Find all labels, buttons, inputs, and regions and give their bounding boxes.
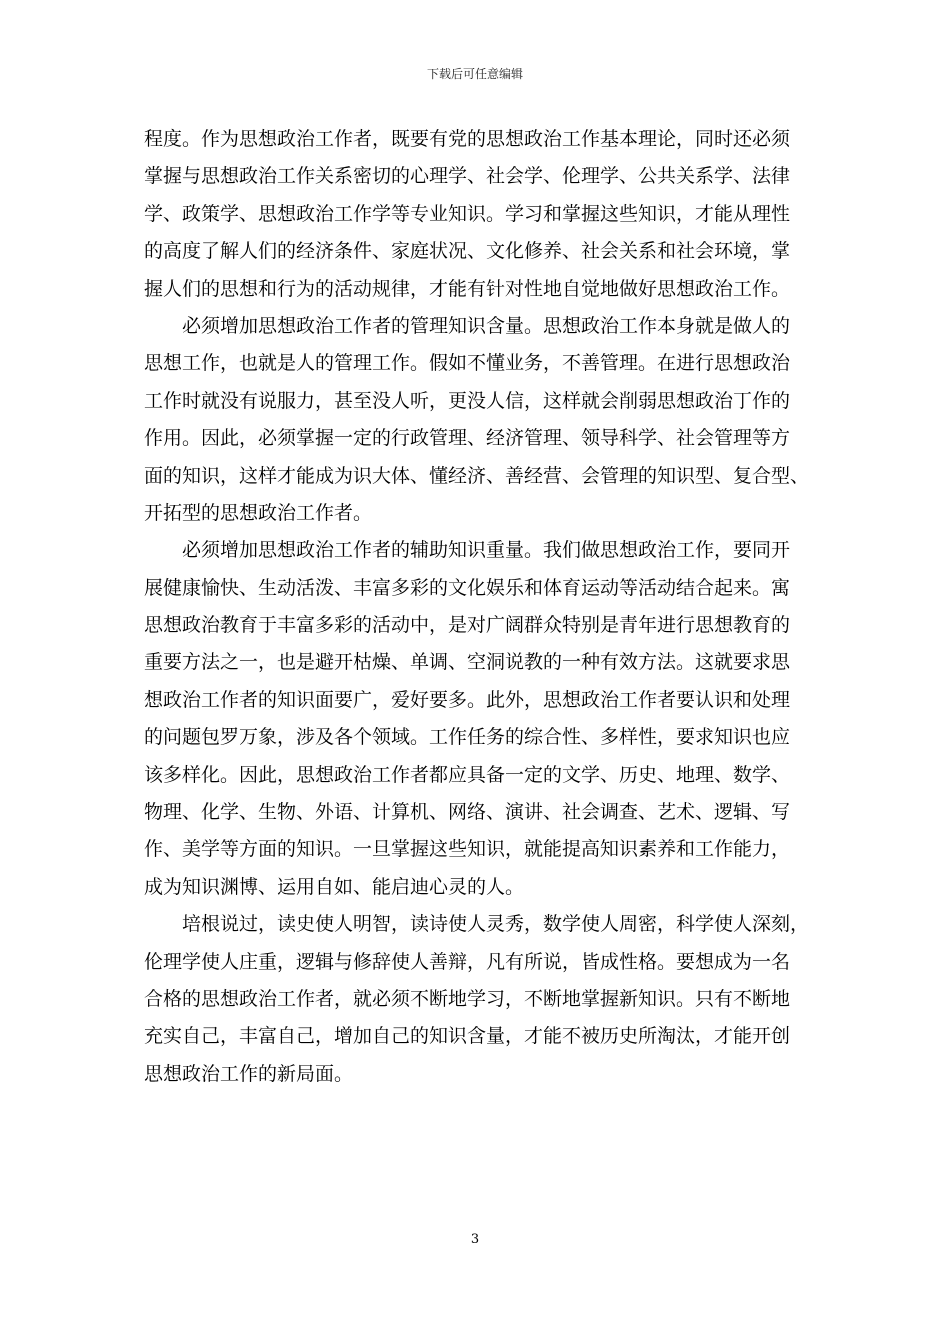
text-line: 物理、化学、生物、外语、计算机、网络、演讲、社会调查、艺术、逻辑、写: [144, 801, 791, 824]
page-header: 下载后可任意编辑: [426, 67, 523, 81]
text-line: 成为知识渊博、运用自如、能启迪心灵的人。: [144, 875, 525, 898]
text-line: 培根说过，读史使人明智，读诗使人灵秀，数学使人周密，科学使人深刻，: [144, 913, 810, 936]
text-line: 伦理学使人庄重，逻辑与修辞使人善辩，凡有所说，皆成性格。要想成为一名: [144, 950, 791, 973]
text-line: 的问题包罗万象，涉及各个领域。工作任务的综合性、多样性，要求知识也应: [144, 726, 791, 749]
text-line: 重要方法之一，也是避开枯燥、单调、空洞说教的一种有效方法。这就要求思: [144, 651, 791, 674]
text-line: 工作时就没有说服力，甚至没人听，更没人信，这样就会削弱思想政治丁作的: [144, 389, 791, 412]
text-line: 必须增加思想政治工作者的辅助知识重量。我们做思想政治工作，要同开: [144, 539, 791, 562]
text-line: 该多样化。因此，思想政治工作者都应具备一定的文学、历史、地理、数学、: [144, 763, 791, 786]
text-line: 开拓型的思想政治工作者。: [144, 501, 373, 524]
text-line: 的高度了解人们的经济条件、家庭状况、文化修养、社会关系和社会环境，掌: [144, 240, 791, 263]
text-line: 面的知识，这样才能成为识大体、懂经济、善经营、会管理的知识型、复合型、: [144, 464, 810, 487]
text-line: 思想政治工作的新局面。: [144, 1062, 354, 1085]
document-body: [144, 121, 824, 1093]
text-line: 思想工作，也就是人的管理工作。假如不懂业务，不善管理。在进行思想政治: [144, 352, 791, 375]
text-line: 握人们的思想和行为的活动规律，才能有针对性地自觉地做好思想政治工作。: [144, 277, 791, 300]
text-line: 必须增加思想政治工作者的管理知识含量。思想政治工作本身就是做人的: [144, 314, 791, 337]
text-line: 程度。作为思想政治工作者，既要有党的思想政治工作基本理论，同时还必须: [144, 128, 791, 150]
text-line: 思想政治教育于丰富多彩的活动中，是对广阔群众特别是青年进行思想教育的: [144, 614, 791, 637]
text-line: 展健康愉快、生动活泼、丰富多彩的文化娱乐和体育运动等活动结合起来。寓: [144, 576, 791, 599]
text-line: 作、美学等方面的知识。一旦掌握这些知识，就能提高知识素养和工作能力，: [144, 838, 791, 861]
text-line: 学、政策学、思想政治工作学等专业知识。学习和掌握这些知识，才能从理性: [144, 202, 791, 225]
text-line: 想政治工作者的知识面要广，爱好要多。此外，思想政治工作者要认识和处理: [144, 688, 791, 711]
page-number: 3: [470, 1232, 480, 1247]
text-line: 作用。因此，必须掌握一定的行政管理、经济管理、领导科学、社会管理等方: [144, 427, 791, 450]
text-line: 合格的思想政治工作者，就必须不断地学习，不断地掌握新知识。只有不断地: [144, 987, 791, 1010]
text-line: 充实自己，丰富自己，增加自己的知识含量，才能不被历史所淘汰，才能开创: [144, 1025, 791, 1048]
text-line: 掌握与思想政治工作关系密切的心理学、社会学、伦理学、公共关系学、法律: [144, 165, 791, 188]
